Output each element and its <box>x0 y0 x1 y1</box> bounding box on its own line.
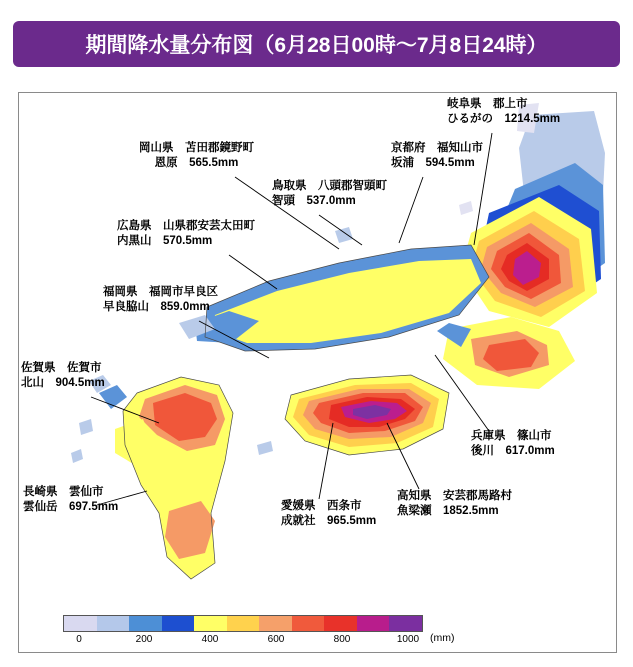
annotation-line1: 広島県 山県郡安芸太田町 <box>117 220 255 232</box>
annotation-line2: 後川 617.0mm <box>471 444 555 457</box>
annotation-line1: 鳥取県 八頭郡智頭町 <box>272 180 387 192</box>
map-frame <box>18 92 617 653</box>
annotation-ehime-saijo <box>281 499 376 528</box>
legend-swatch <box>64 616 97 631</box>
annotation-line1: 長崎県 雲仙市 <box>23 486 104 498</box>
annotation-line2: 雲仙岳 697.5mm <box>23 500 119 513</box>
legend-tick: 200 <box>135 634 153 645</box>
annotation-gifu-gujo <box>447 97 560 126</box>
legend-swatch <box>194 616 227 631</box>
annotation-line2: 早良脇山 859.0mm <box>103 300 210 313</box>
annotation-hiroshima-akitakata <box>117 219 255 248</box>
annotation-nagasaki-unzen <box>23 485 118 514</box>
annotation-line1: 高知県 安芸郡馬路村 <box>397 490 512 502</box>
annotation-line2: 内黒山 570.5mm <box>117 234 213 247</box>
annotation-line2: 魚梁瀬 1852.5mm <box>397 504 499 517</box>
annotation-line1: 京都府 福知山市 <box>391 142 483 154</box>
legend-color-bar <box>63 615 423 632</box>
legend-swatch <box>292 616 325 631</box>
annotation-kyoto-fukuchiyama <box>391 141 483 170</box>
legend-swatch <box>389 616 422 631</box>
legend-swatch <box>324 616 357 631</box>
annotation-line1: 岡山県 苫田郡鏡野町 <box>139 142 254 154</box>
page-title: 期間降水量分布図（6月28日00時〜7月8日24時） <box>85 34 548 57</box>
annotation-tottori-chizu <box>272 179 387 208</box>
precipitation-map-svg <box>19 93 614 650</box>
legend-swatch <box>259 616 292 631</box>
annotation-line1: 岐阜県 郡上市 <box>447 98 528 110</box>
legend-swatch <box>97 616 130 631</box>
annotation-hyogo-sasayama <box>471 429 555 458</box>
annotation-fukuoka-sawara <box>103 285 218 314</box>
legend-swatch <box>162 616 195 631</box>
map-canvas <box>19 93 616 652</box>
legend-tick: 400 <box>201 634 219 645</box>
annotation-line2: ひるがの 1214.5mm <box>447 112 561 125</box>
legend-tick: 800 <box>333 634 351 645</box>
legend-tick: 600 <box>267 634 285 645</box>
legend-swatch <box>357 616 390 631</box>
annotation-saga-saga <box>21 361 105 390</box>
legend-tick-labels <box>63 634 423 648</box>
annotation-line1: 愛媛県 西条市 <box>281 500 362 512</box>
legend-swatch <box>129 616 162 631</box>
annotation-line1: 兵庫県 篠山市 <box>471 430 552 442</box>
annotation-line2: 坂浦 594.5mm <box>391 156 475 169</box>
legend-tick: 0 <box>76 634 82 645</box>
legend-unit-label: (mm) <box>430 632 455 644</box>
annotation-line2: 恩原 565.5mm <box>154 156 239 169</box>
annotation-line2: 成就社 965.5mm <box>281 514 377 527</box>
annotation-line2: 智頭 537.0mm <box>272 194 356 207</box>
annotation-kochi-umaji <box>397 489 512 518</box>
legend-tick: 1000 <box>396 634 420 645</box>
legend-swatch <box>227 616 260 631</box>
annotation-line1: 福岡県 福岡市早良区 <box>103 286 218 298</box>
page-title-bar <box>13 21 620 67</box>
annotation-okayama-kagamino <box>139 141 254 170</box>
annotation-line1: 佐賀県 佐賀市 <box>21 362 102 374</box>
annotation-line2: 北山 904.5mm <box>21 376 105 389</box>
